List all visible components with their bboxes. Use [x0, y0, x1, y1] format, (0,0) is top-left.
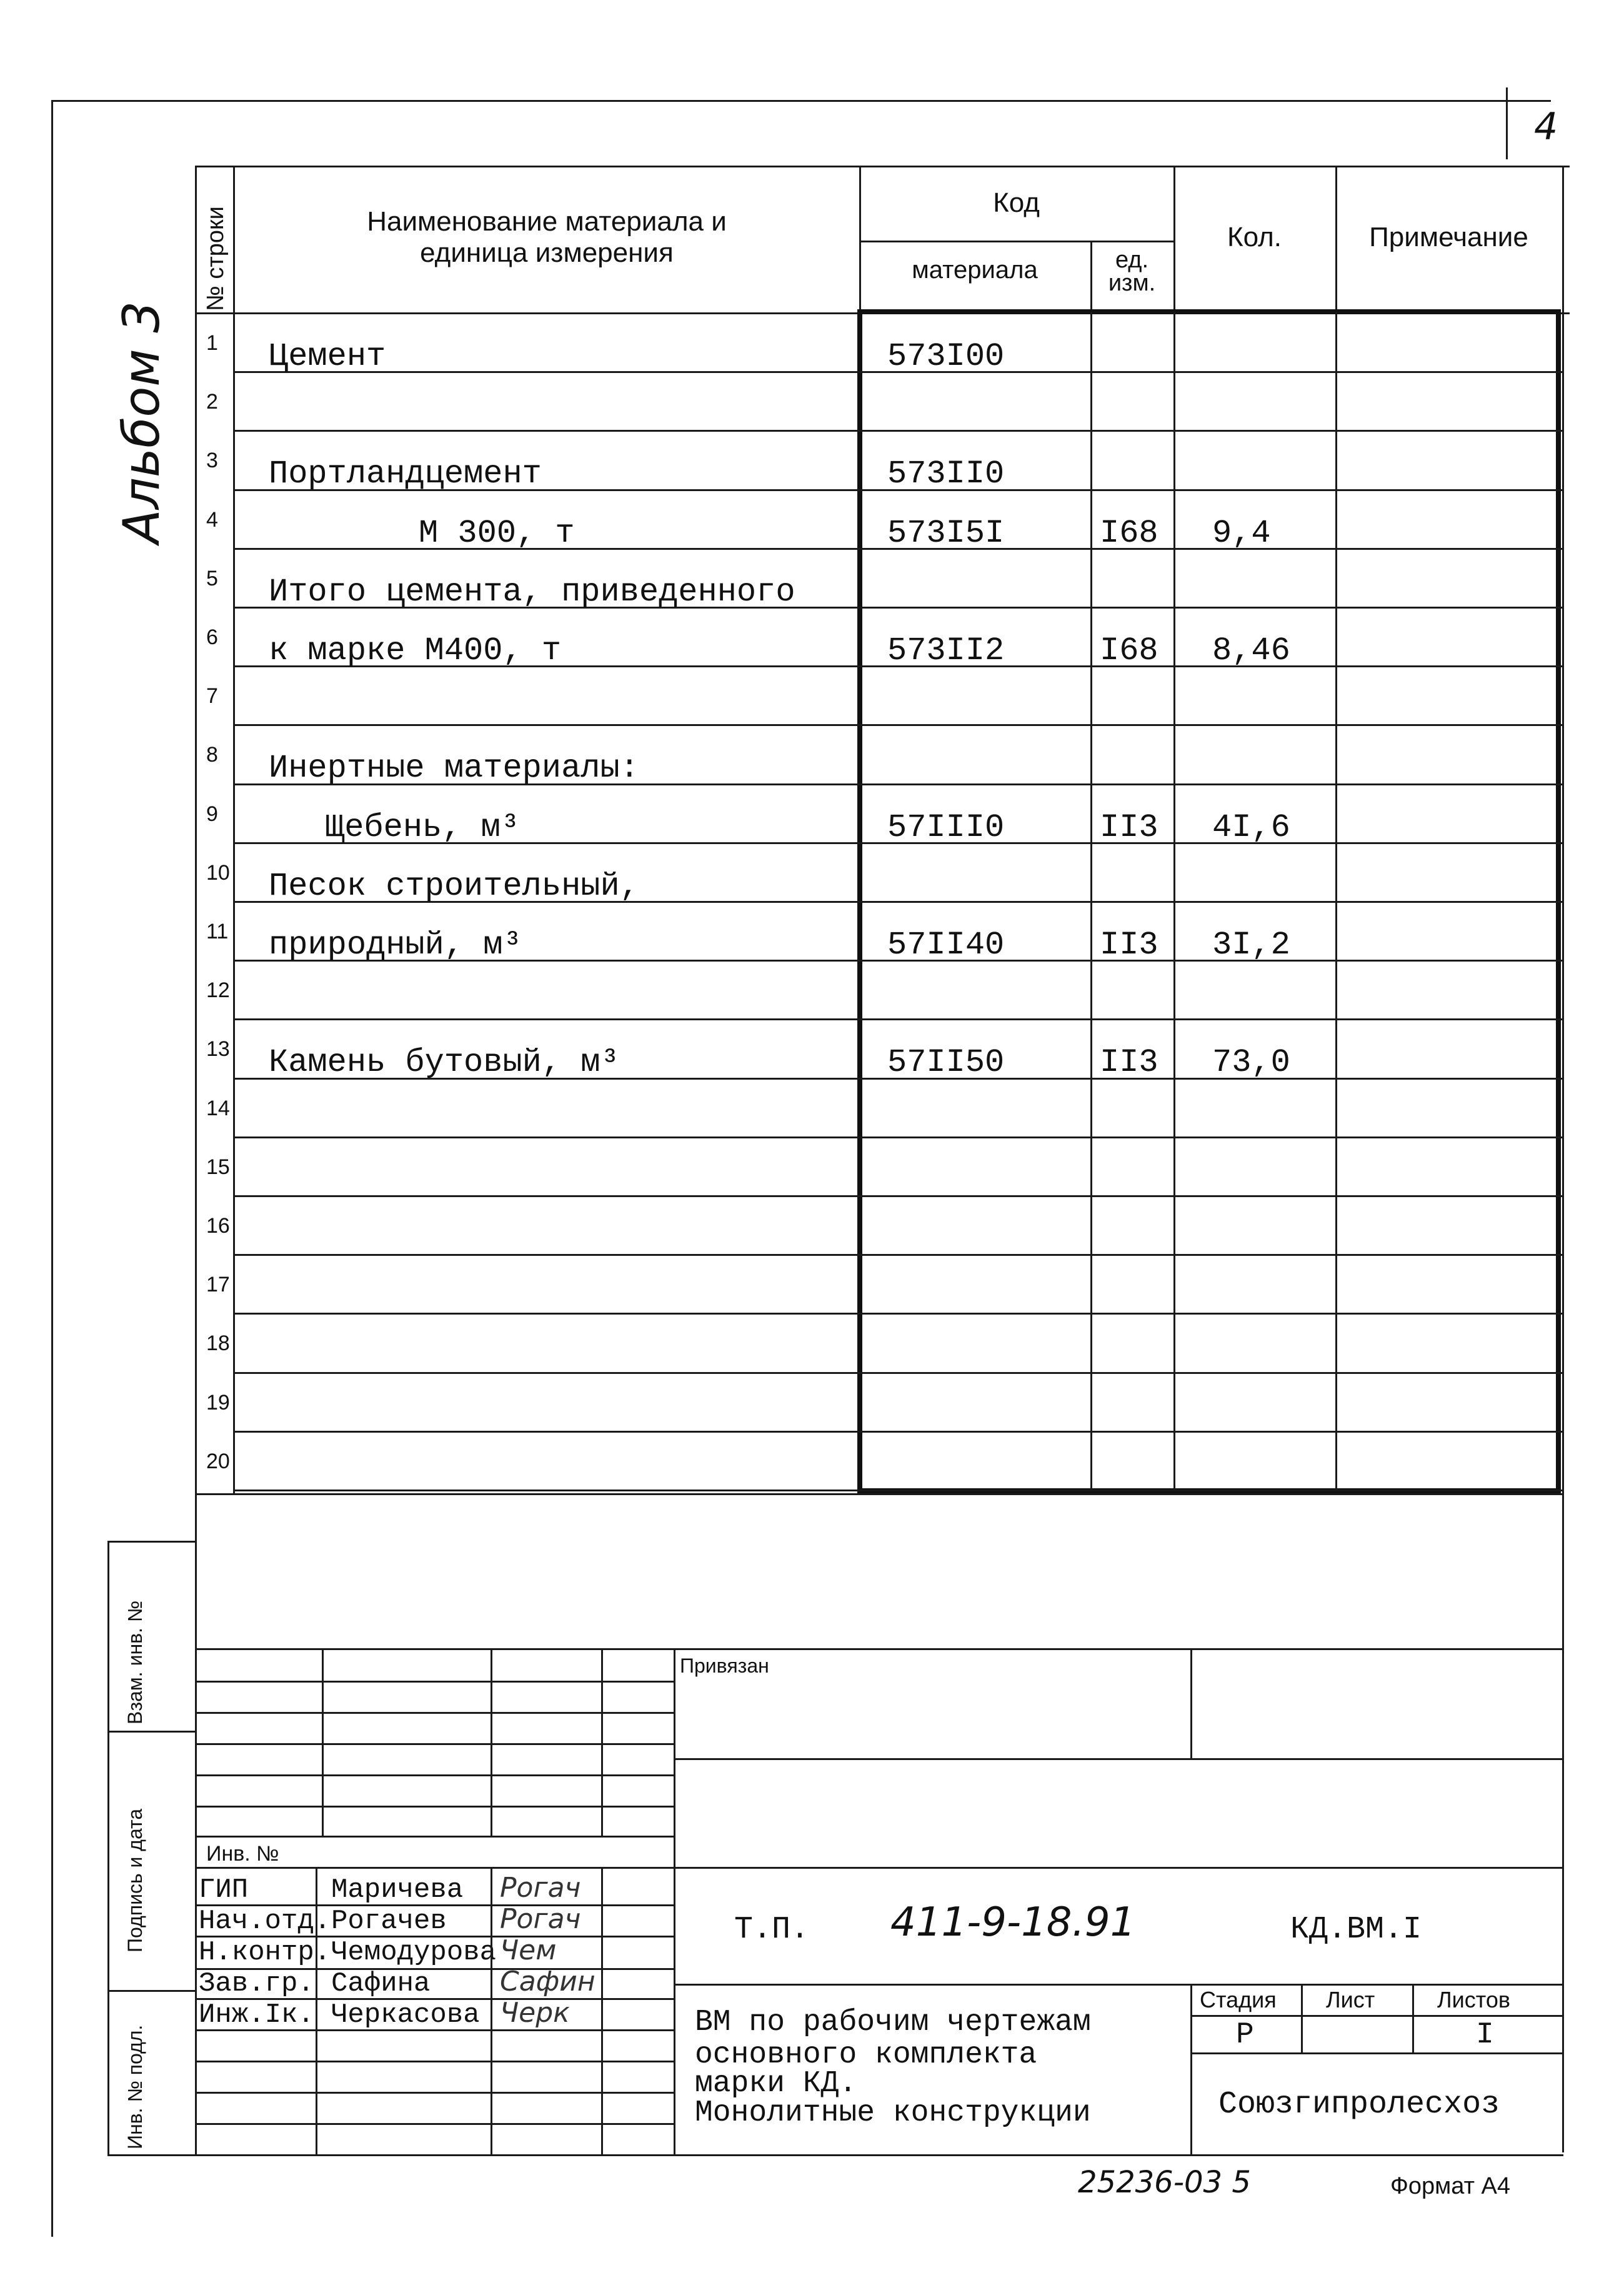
row-qty: 9,4: [1212, 514, 1271, 552]
row-code: 573II2: [887, 632, 1005, 669]
stamp-row-3: [195, 1743, 674, 1745]
staff-signature: Сафин: [500, 1966, 595, 1997]
row-number: 19: [206, 1390, 230, 1415]
row-name: Песок строительный,: [269, 867, 639, 905]
row-unit: I68: [1100, 632, 1158, 669]
block-top: [857, 309, 1561, 314]
staff-signature: Рогач: [500, 1872, 581, 1904]
row-number: 2: [206, 390, 218, 414]
row-name: природный, м³: [269, 927, 522, 963]
table-right-line: [1562, 166, 1564, 2152]
stamp-name-col: [316, 1867, 317, 2154]
staff-name: Черкасова: [331, 1999, 480, 2031]
row-unit: I68: [1100, 514, 1158, 552]
staff-role: Инж.Iк.: [199, 1999, 314, 2031]
header-qty: Кол.: [1227, 222, 1282, 252]
side-label-inv-podl: Инв. № подл.: [124, 2024, 146, 2149]
stamp-row-5: [195, 1806, 674, 1808]
row-number: 15: [206, 1155, 230, 1179]
stamp-row-1: [195, 1681, 674, 1683]
stadia-value: Р: [1236, 2018, 1254, 2052]
table-left-line: [195, 166, 197, 2156]
stamp-col-a: [322, 1648, 324, 1836]
stage-col-2: [1412, 1984, 1414, 2052]
listov-value: I: [1476, 2018, 1494, 2052]
stamp-date-col: [601, 1867, 603, 2154]
row-number: 7: [206, 684, 218, 709]
row-number: 6: [206, 625, 218, 649]
frame-left-line: [51, 100, 53, 2237]
organization: Союзгипролесхоз: [1218, 2087, 1500, 2122]
stamp-row-4: [195, 1774, 674, 1776]
format-label: Формат А4: [1390, 2173, 1511, 2199]
staff-role: Н.контр.: [199, 1937, 331, 1968]
row-code: 57II40: [887, 927, 1005, 963]
row-number: 8: [206, 743, 218, 767]
rowno-divider: [233, 166, 235, 1493]
row-number: 14: [206, 1096, 230, 1120]
list-label: Лист: [1326, 1987, 1375, 2012]
stage-header-line: [1190, 2015, 1563, 2017]
staff-signature: Черк: [500, 1997, 570, 2029]
row-number: 10: [206, 860, 230, 885]
stamp-top-line: [195, 1648, 1563, 1650]
header-unit-1: ед.: [1115, 247, 1149, 273]
stamp-row-7: [195, 1867, 1563, 1869]
row-number: 1: [206, 331, 218, 355]
header-unit-2: изм.: [1108, 270, 1156, 296]
frame-top-line: [51, 100, 1551, 102]
row-number: 5: [206, 566, 218, 590]
stamp-sig-col: [491, 1867, 492, 2154]
staff-name: Маричева: [331, 1874, 464, 1906]
row-number: 12: [206, 978, 230, 1003]
sheet-mark: 4: [1534, 105, 1558, 149]
stadia-label: Стадия: [1200, 1987, 1277, 2012]
row-number: 13: [206, 1037, 230, 1062]
header-code: Код: [993, 187, 1040, 218]
stamp-row-2: [195, 1712, 674, 1714]
stamp-col-c: [601, 1648, 603, 1836]
stamp-col-b: [491, 1648, 492, 1836]
staff-role: ГИП: [199, 1874, 249, 1906]
archive-number: 25236-03 5: [1078, 2165, 1251, 2200]
sheet-mark-divider: [1506, 87, 1508, 159]
row-line: [233, 724, 1562, 726]
row-number: 16: [206, 1214, 230, 1238]
doc-code: КД.ВМ.I: [1290, 1912, 1422, 1947]
description-1: ВМ по рабочим чертежам: [695, 2006, 1091, 2039]
table-top-line: [195, 166, 1570, 167]
side-box-sep2: [107, 1990, 195, 1992]
description-4: Монолитные конструкции: [695, 2096, 1091, 2130]
stage-values-line: [1190, 2052, 1563, 2054]
row-name: М 300, т: [419, 514, 575, 552]
row-line: [233, 1195, 1562, 1197]
row-line: [233, 1372, 1562, 1374]
album-label: Альбом 3: [112, 301, 171, 544]
row-qty: 8,46: [1212, 632, 1290, 669]
privyazan-label: Привязан: [680, 1654, 769, 1677]
stamp-row-6: [195, 1836, 674, 1838]
description-3: марки КД.: [695, 2067, 857, 2101]
stage-col-1: [1301, 1984, 1303, 2052]
tp-label: Т.П.: [734, 1912, 810, 1947]
row-name: Итого цемента, приведенного: [269, 573, 795, 610]
row-code: 57III0: [887, 808, 1005, 846]
row-line: [233, 1018, 1562, 1020]
staff-name: Сафина: [331, 1968, 431, 1999]
header-row-no: № строки: [202, 206, 229, 311]
row-line: [233, 430, 1562, 432]
code-sub-line: [859, 241, 1173, 242]
side-label-vzam: Взам. инв. №: [124, 1600, 146, 1724]
row-line: [233, 1313, 1562, 1315]
staff-signature: Чем: [500, 1934, 557, 1966]
staff-name: Чемодурова: [331, 1937, 497, 1968]
row-name: Камень бутовый, м³: [269, 1044, 620, 1082]
row-number: 4: [206, 507, 218, 532]
listov-label: Листов: [1437, 1987, 1510, 2012]
side-label-podpis: Подпись и дата: [124, 1808, 146, 1952]
header-name-line1: Наименование материала и: [367, 206, 727, 237]
inv-no-label: Инв. №: [206, 1842, 279, 1866]
row-line: [233, 1431, 1562, 1433]
row-line: [233, 1490, 1562, 1491]
staff-signature: Рогач: [500, 1903, 581, 1935]
title-top: [674, 1984, 1563, 1986]
row-number: 20: [206, 1449, 230, 1473]
staff-role: Нач.отд.: [199, 1906, 331, 1937]
row-number: 18: [206, 1331, 230, 1356]
row-number: 3: [206, 449, 218, 473]
row-code: 573I5I: [887, 514, 1005, 552]
row-code: 57II50: [887, 1044, 1005, 1082]
row-number: 9: [206, 802, 218, 826]
title-right-block: [1190, 1984, 1192, 2154]
row-unit: II3: [1100, 1044, 1158, 1082]
row-qty: 4I,6: [1212, 808, 1290, 846]
row-number: 17: [206, 1273, 230, 1297]
row-name: к марке М400, т: [269, 632, 562, 669]
row-unit: II3: [1100, 808, 1158, 846]
side-box-sep1: [107, 1731, 195, 1733]
tp-number: 411-9-18.91: [890, 1899, 1136, 1946]
privyazan-divider: [1190, 1648, 1192, 1758]
header-note: Примечание: [1369, 222, 1528, 252]
header-material: материала: [912, 256, 1038, 284]
row-name: Щебень, м³: [325, 808, 521, 846]
staff-name: Рогачев: [331, 1906, 447, 1937]
row-number: 11: [206, 920, 229, 943]
stamp-main-divider: [674, 1648, 675, 2154]
row-unit: II3: [1100, 927, 1158, 963]
row-code: 573I00: [887, 338, 1005, 375]
side-box-left: [107, 1541, 109, 2156]
side-box-bottom: [107, 2154, 1563, 2156]
row-line: [233, 1137, 1562, 1138]
header-name-line2: единица измерения: [420, 237, 674, 268]
row-qty: 73,0: [1212, 1044, 1290, 1082]
privyazan-bottom: [674, 1758, 1563, 1760]
row-code: 573II0: [887, 455, 1005, 493]
description-2: основного комплекта: [695, 2038, 1037, 2072]
row-name: Инертные материалы:: [269, 750, 639, 787]
staff-role: Зав.гр.: [199, 1968, 314, 1999]
side-box-top: [107, 1541, 195, 1543]
below-table-line: [195, 1493, 1563, 1495]
row-name: Портландцемент: [269, 455, 542, 493]
row-name: Цемент: [269, 338, 386, 375]
row-line: [233, 1254, 1562, 1256]
row-qty: 3I,2: [1212, 927, 1290, 963]
